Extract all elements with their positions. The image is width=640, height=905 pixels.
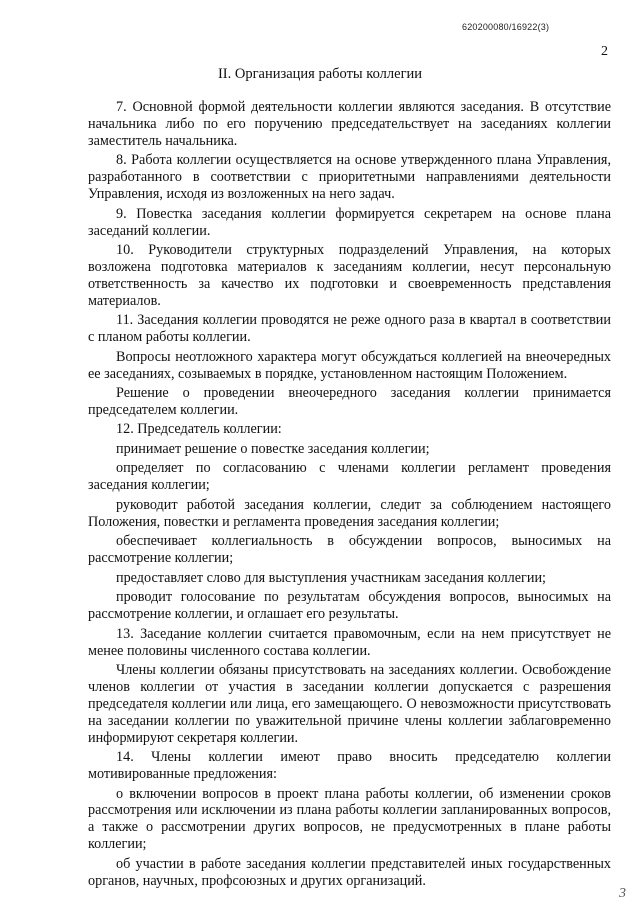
paragraph-12-item-3: руководит работой заседания коллегии, следит за соблюдением настоящего Положения, повестки и регламента проведения заседания коллегии; (88, 496, 611, 530)
paragraph-12-item-2: определяет по согласованию с членами коллегии регламент проведения заседания коллегии; (88, 460, 611, 494)
handwritten-page-mark: 3 (619, 886, 626, 901)
page-number: 2 (601, 44, 608, 59)
section-title: II. Организация работы коллегии (217, 66, 423, 82)
paragraph-10: 10. Руководители структурных подразделений Управления, на которых возложена подготовка материалов к заседаниям коллегии, несут персональную ответственность за качество их подготовки и своевременность представления материалов. (88, 242, 611, 309)
document-id: 620200080/16922(3) (462, 22, 550, 32)
paragraph-11-decision: Решение о проведении внеочередного заседания коллегии принимается председателем коллегии. (88, 385, 611, 418)
paragraph-13: 13. Заседание коллегии считается правомочным, если на нем присутствует не менее половины численного состава коллегии. (88, 625, 611, 659)
paragraph-12-item-6: проводит голосование по результатам обсуждения вопросов, выносимых на рассмотрение коллегии, и оглашает его результаты. (88, 589, 611, 623)
paragraph-14-item-2: об участии в работе заседания коллегии представителей иных государственных органов, научных, профсоюзных и других организаций. (88, 855, 611, 889)
paragraph-9: 9. Повестка заседания коллегии формируется секретарем на основе плана заседаний коллегии. (88, 205, 611, 239)
paragraph-12-item-5: предоставляет слово для выступления участникам заседания коллегии; (116, 569, 546, 586)
paragraph-12: 12. Председатель коллегии: (116, 421, 282, 438)
body-text (88, 99, 611, 890)
paragraph-12-item-1: принимает решение о повестке заседания коллегии; (116, 440, 430, 457)
paragraph-7: 7. Основной формой деятельности коллегии являются заседания. В отсутствие начальника либо по его поручению председательствует на заседаниях коллегии заместитель начальника. (88, 99, 611, 149)
paragraph-11: 11. Заседания коллегии проводятся не реже одного раза в квартал в соответствии с планом работы коллегии. (88, 312, 611, 346)
paragraph-8: 8. Работа коллегии осуществляется на основе утвержденного плана Управления, разработанного в соответствии с приоритетными направлениями деятельности Управления, исходя из возложенных на него задач. (88, 152, 611, 203)
paragraph-14: 14. Члены коллегии имеют право вносить председателю коллегии мотивированные предложения: (88, 749, 611, 783)
paragraph-13-attendance: Члены коллегии обязаны присутствовать на заседаниях коллегии. Освобождение членов коллегии от участия в заседании коллегии допускается с разрешения председателя коллегии или лица, его замещающего. О невозможности присутствовать на заседании коллегии по уважительной причине члены коллегии заблаговременно информируют секретаря коллегии. (88, 662, 611, 746)
paragraph-14-item-1: о включении вопросов в проект плана работы коллегии, об изменении сроков рассмотрения или исключении из плана работы коллегии запланированных вопросов, а также о рассмотрении других вопросов, не предусмотренных в плане работы коллегии; (88, 785, 611, 853)
paragraph-12-item-4: обеспечивает коллегиальность в обсуждении вопросов, выносимых на рассмотрение коллегии; (88, 533, 611, 567)
paragraph-11-urgent: Вопросы неотложного характера могут обсуждаться коллегией на внеочередных ее заседаниях, созываемых в порядке, установленном настоящим Положением. (88, 348, 611, 382)
